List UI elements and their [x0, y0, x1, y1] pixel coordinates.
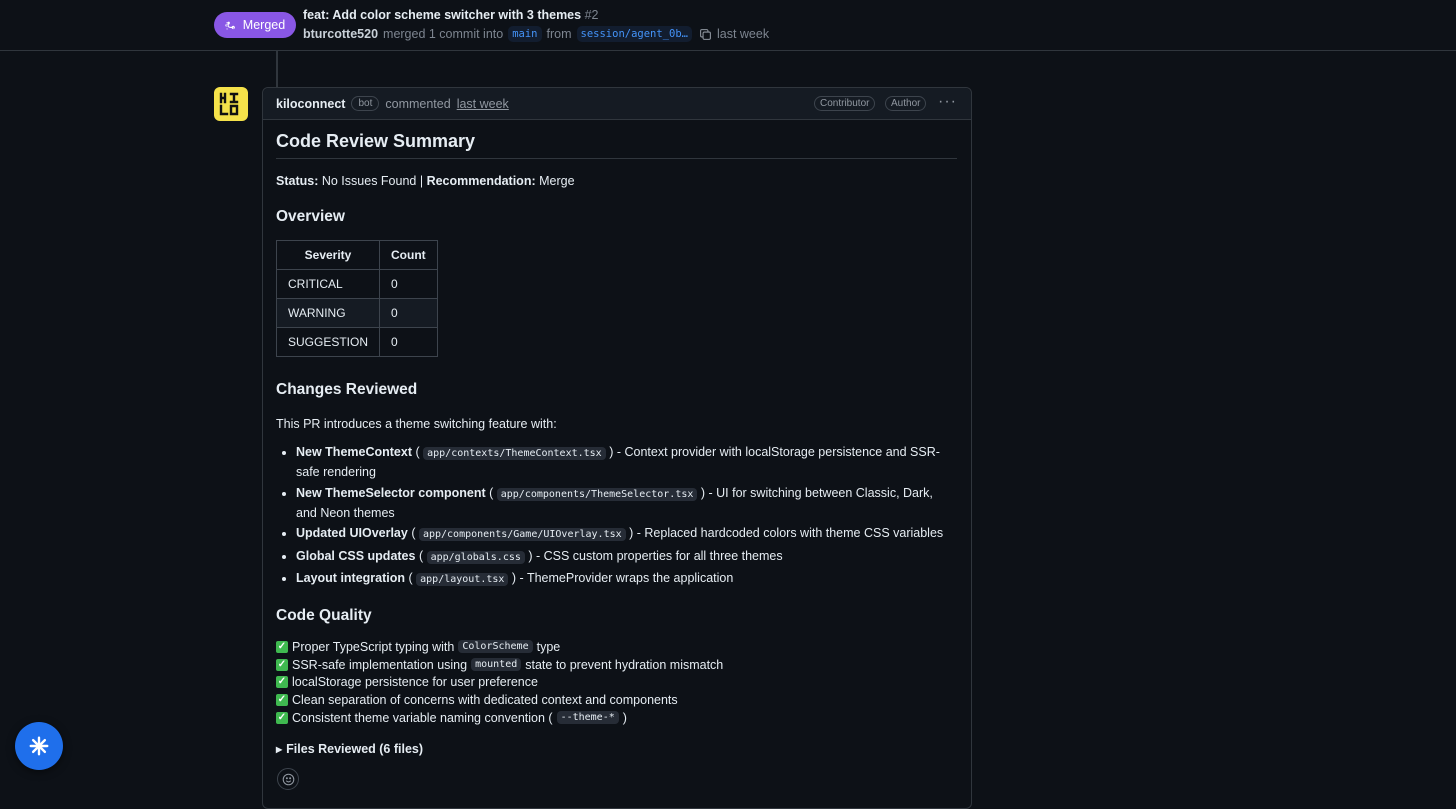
list-item [276, 673, 957, 691]
table-header: Severity [277, 241, 380, 270]
change-title: Layout integration [296, 571, 406, 585]
list-item [276, 656, 957, 674]
table-row [277, 328, 438, 357]
add-reaction-button[interactable] [277, 768, 299, 790]
triangle-right-icon: ▶ [276, 744, 283, 754]
bot-label: bot [351, 96, 379, 111]
list-item: • Updated UIOverlay ( app/components/Game/UIOverlay.tsx ) - Replaced hardcoded colors with theme CSS variables [296, 524, 957, 544]
assistant-fab-button[interactable] [15, 722, 63, 770]
table-header-row [277, 241, 438, 270]
change-desc: - Context provider with localStorage persistence and SSR-safe rendering [296, 445, 940, 479]
changes-intro: This PR introduces a theme switching feature with: [276, 417, 557, 431]
table-cell: WARNING [277, 299, 380, 328]
author-badge: Author [885, 96, 926, 111]
merged-status-badge [214, 12, 296, 38]
quality-list [276, 638, 957, 726]
change-desc: - CSS custom properties for all three themes [536, 548, 783, 563]
quality-code: --theme-* [557, 711, 619, 724]
list-item [276, 709, 957, 727]
quality-heading: Code Quality [276, 607, 372, 624]
pr-sticky-header [0, 0, 1456, 51]
smiley-icon [282, 773, 295, 786]
from-text: from [546, 27, 572, 41]
table-cell: SUGGESTION [277, 328, 380, 357]
git-merge-icon [225, 19, 237, 31]
quality-text: SSR-safe implementation using [292, 657, 468, 672]
change-title: Global CSS updates [296, 548, 416, 563]
comment-author-link[interactable]: kiloconnect [276, 96, 346, 111]
change-file: app/globals.css [427, 551, 525, 564]
list-item [276, 638, 957, 656]
pr-author-link[interactable]: bturcotte520 [303, 27, 379, 41]
timeline-line [276, 50, 278, 88]
status-label: Status: [276, 174, 319, 188]
review-comment [262, 87, 972, 809]
quality-text: state to prevent hydration mismatch [525, 657, 724, 672]
comment-action: commented [385, 96, 451, 111]
contributor-badge: Contributor [814, 96, 875, 111]
files-reviewed-toggle[interactable] [276, 742, 957, 756]
table-cell: CRITICAL [277, 270, 380, 299]
recommendation-label: Recommendation: [426, 174, 536, 188]
avatar[interactable] [214, 87, 248, 121]
status-line [276, 174, 957, 188]
quality-text: type [536, 639, 561, 654]
merged-label: Merged [242, 18, 286, 32]
overview-heading: Overview [276, 208, 345, 225]
asterisk-icon [28, 735, 50, 757]
table-cell: 0 [380, 270, 438, 299]
change-desc: - Replaced hardcoded colors with theme CSS variables [636, 526, 944, 540]
kilo-logo-icon [217, 90, 245, 118]
pr-title-text: feat: Add color scheme switcher with 3 themes [303, 8, 582, 22]
table-cell: 0 [380, 299, 438, 328]
list-item: • Layout integration ( app/layout.tsx ) - ThemeProvider wraps the application [296, 569, 957, 589]
severity-table [276, 240, 438, 357]
quality-code: mounted [471, 658, 521, 671]
pr-number: #2 [584, 8, 599, 22]
pr-title [303, 8, 598, 22]
change-desc: - UI for switching between Classic, Dark, and Neon themes [296, 485, 933, 520]
table-cell: 0 [380, 328, 438, 357]
change-title: New ThemeContext [296, 445, 412, 459]
change-file: app/components/ThemeSelector.tsx [497, 488, 698, 501]
merge-text: merged 1 commit into [383, 27, 504, 41]
files-reviewed-label: Files Reviewed (6 files) [286, 742, 424, 757]
table-row [277, 270, 438, 299]
quality-code: ColorScheme [458, 640, 532, 653]
check-mark-icon: ✓ [277, 676, 287, 688]
table-header: Count [380, 241, 438, 270]
list-item: • New ThemeSelector component ( app/components/ThemeSelector.tsx ) - UI for switching between Classic, Dark, and Neon themes [296, 484, 957, 522]
review-title: Code Review Summary [276, 131, 957, 159]
table-row [277, 299, 438, 328]
status-separator: | [419, 174, 424, 188]
change-file: app/contexts/ThemeContext.tsx [423, 447, 606, 460]
comment-header [263, 88, 971, 120]
check-mark-icon: ✓ [277, 658, 287, 670]
change-title: New ThemeSelector component [296, 485, 486, 500]
check-mark-icon: ✓ [277, 711, 287, 723]
comment-time-link[interactable]: last week [456, 96, 509, 111]
recommendation-value: Merge [539, 174, 575, 188]
copy-icon[interactable] [699, 28, 712, 41]
kebab-horizontal-icon[interactable]: ··· [938, 93, 957, 110]
change-title: Updated UIOverlay [296, 526, 408, 540]
change-desc: - ThemeProvider wraps the application [519, 571, 734, 585]
comment-body [276, 131, 957, 756]
list-item: • New ThemeContext ( app/contexts/ThemeContext.tsx ) - Context provider with localStorage persistence and SSR-safe rendering [296, 443, 957, 481]
quality-text: Proper TypeScript typing with [292, 639, 455, 654]
changes-list [276, 443, 957, 589]
merge-time: last week [716, 27, 770, 41]
list-item [276, 691, 957, 709]
quality-text: Clean separation of concerns with dedicated context and components [292, 692, 678, 707]
check-mark-icon: ✓ [277, 640, 287, 652]
pr-merge-meta [303, 26, 769, 42]
check-mark-icon: ✓ [277, 693, 287, 705]
change-file: app/components/Game/UIOverlay.tsx [419, 528, 626, 541]
list-item: • Global CSS updates ( app/globals.css ) - CSS custom properties for all three themes [296, 547, 957, 567]
head-branch-link[interactable]: session/agent_0b… [577, 26, 692, 42]
quality-text: localStorage persistence for user preference [292, 675, 538, 690]
quality-text: ) [622, 710, 627, 725]
quality-text: Consistent theme variable naming convention ( [292, 710, 553, 725]
status-value: No Issues Found [321, 174, 417, 188]
base-branch-link[interactable]: main [508, 26, 541, 42]
changes-heading: Changes Reviewed [276, 381, 418, 398]
change-file: app/layout.tsx [416, 573, 508, 586]
